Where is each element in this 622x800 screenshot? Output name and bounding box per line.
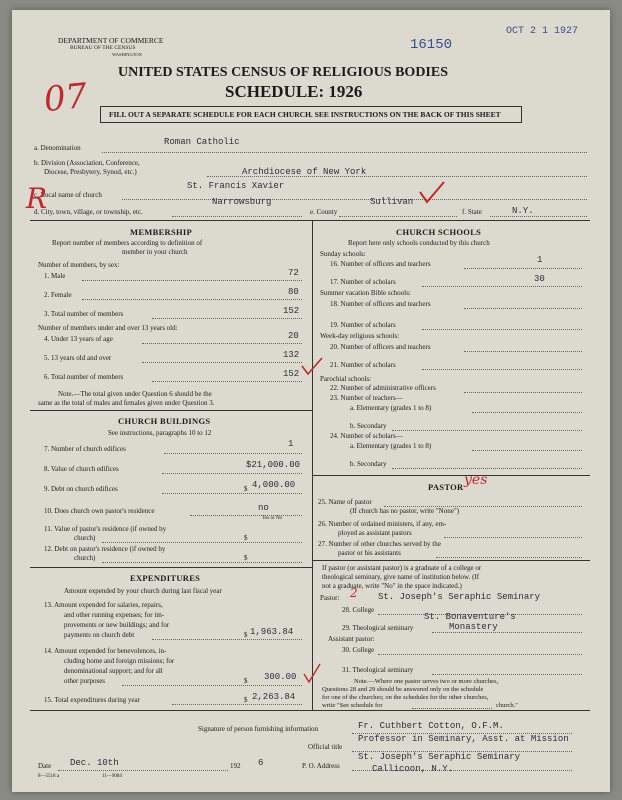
q14-label-1: 14. Amount expended for benevolences, in- <box>44 647 167 655</box>
schools-sub: Report here only schools conducted by this church <box>348 239 490 247</box>
q9-dollar: $ <box>244 485 248 493</box>
q28-value: St. Joseph's Seraphic Seminary <box>378 592 541 602</box>
q12-dollar: $ <box>244 554 248 562</box>
q6-label: 6. Total number of members <box>44 373 124 381</box>
q1-label: 1. Male <box>44 272 66 280</box>
q8-label: 8. Value of church edifices <box>44 465 119 473</box>
q24-label: 24. Number of scholars— <box>330 432 403 440</box>
q14-dollar: $ <box>244 677 248 685</box>
local-name-value: St. Francis Xavier <box>187 181 285 191</box>
q12-label-2: church) <box>74 554 96 562</box>
instruction-text: FILL OUT A SEPARATE SCHEDULE FOR EACH CHURCH. SEE INSTRUCTIONS ON THE BACK OF THIS SHEET <box>109 110 501 119</box>
q15-value: 2,263.84 <box>252 692 296 702</box>
denomination-label: a. Denomination <box>34 144 81 152</box>
q11-label-1: 11. Value of pastor's residence (if owned by <box>44 525 167 533</box>
q13-label-4: payments on church debt <box>64 631 135 639</box>
q28-label: 28. College <box>342 606 375 614</box>
pastor-note-3: for one of the churches; on the schedules for the other churches, <box>322 694 489 701</box>
division-label-2: Diocese, Presbytery, Synod, etc.) <box>44 168 137 176</box>
dept-label: DEPARTMENT OF COMMERCE <box>58 36 164 45</box>
schools-title: CHURCH SCHOOLS <box>396 227 482 237</box>
city-label: d. City, town, village, or township, etc. <box>34 208 143 216</box>
q24b-label: b. Secondary <box>350 460 387 468</box>
membership-title: MEMBERSHIP <box>130 227 193 237</box>
q23-label: 23. Number of teachers— <box>330 394 403 402</box>
yes-no-hint: Yes or No <box>262 516 283 521</box>
red-check-expend-icon <box>302 662 322 684</box>
po-address-label: P. O. Address <box>302 762 340 770</box>
county-value: Sullivan <box>370 197 414 207</box>
sunday-label: Sunday schools: <box>320 250 366 258</box>
q31-label: 31. Theological seminary <box>342 666 414 674</box>
q9-label: 9. Debt on church edifices <box>44 485 118 493</box>
state-label: f. State <box>462 208 482 216</box>
q13-label-1: 13. Amount expended for salaries, repairs, <box>44 601 163 609</box>
state-value: N.Y. <box>512 206 534 216</box>
bureau-label: BUREAU OF THE CENSUS <box>70 45 136 51</box>
q13-label-3: provements or new buildings; and for <box>64 621 170 629</box>
q3-value: 152 <box>283 306 300 316</box>
red-checkmark-icon <box>417 180 447 206</box>
q15-label: 15. Total expenditures during year <box>44 696 140 704</box>
po-address-value-1: St. Joseph's Seraphic Seminary <box>358 752 521 762</box>
q29-label: 29. Theological seminary <box>342 624 414 632</box>
red-pastor-mark: 2 <box>350 586 358 600</box>
expenditures-title: EXPENDITURES <box>130 573 201 583</box>
signature-label: Signature of person furnishing information <box>198 725 319 733</box>
form-number: 8—5518 a <box>38 774 59 779</box>
year-prefix: 192 <box>230 762 241 770</box>
red-r-mark: R <box>26 182 48 215</box>
q4-label: 4. Under 13 years of age <box>44 335 113 343</box>
q14-label-3: denominational support; and for all <box>64 667 163 675</box>
q23b-label: b. Secondary <box>350 422 387 430</box>
year-value: 6 <box>258 758 264 768</box>
q5-label: 5. 13 years old and over <box>44 354 112 362</box>
q27-label-1: 27. Number of other churches served by the <box>318 540 441 548</box>
official-title-value: Professor in Seminary, Asst. at Mission <box>358 734 569 744</box>
membership-note-1: Note.—The total given under Question 6 should be the <box>58 390 212 398</box>
q17-label: 17. Number of scholars <box>330 278 396 286</box>
q30-label: 30. College <box>342 646 375 654</box>
division-value: Archdiocese of New York <box>242 167 367 177</box>
q16-label: 16. Number of officers and teachers <box>330 260 431 268</box>
q22-label: 22. Number of administrative officers <box>330 384 436 392</box>
print-number: 11—9084 <box>102 774 122 779</box>
grad-note-3: not a graduate, write "No" in the space indicated.) <box>322 582 462 590</box>
q14-label-4: other purposes <box>64 677 106 685</box>
grad-note-2: theological seminary, give name of institution below. (If <box>322 573 480 581</box>
schedule-number-stamp: 16150 <box>410 37 453 53</box>
q26-label-1: 26. Number of ordained ministers, if any, em- <box>318 520 447 528</box>
q25-label: 25. Name of pastor <box>318 498 372 506</box>
q20-label: 20. Number of officers and teachers <box>330 343 431 351</box>
q27-label-2: pastor or his assistants <box>338 549 401 557</box>
q17-value: 30 <box>534 274 545 284</box>
q14-label-2: cluding home and foreign missions; for <box>64 657 175 665</box>
q6-value: 152 <box>283 369 300 379</box>
q5-value: 132 <box>283 350 300 360</box>
date-label: Date <box>38 762 52 770</box>
q23a-label: a. Elementary (grades 1 to 8) <box>350 404 432 412</box>
q7-label: 7. Number of church edifices <box>44 445 126 453</box>
q11-dollar: $ <box>244 534 248 542</box>
q2-value: 80 <box>288 287 299 297</box>
q8-value: $21,000.00 <box>246 460 301 470</box>
parochial-label: Parochial schools: <box>320 375 372 383</box>
summer-label: Summer vacation Bible schools: <box>320 289 411 297</box>
instruction-box <box>100 106 522 123</box>
expenditures-sub: Amount expended by your church during last fiscal year <box>64 587 222 595</box>
membership-intro-1: Report number of members according to definition of <box>52 239 203 247</box>
q25-hint: (If church has no pastor, write "None") <box>350 507 460 515</box>
q2-label: 2. Female <box>44 291 72 299</box>
membership-intro-2: member in your church <box>122 248 188 256</box>
membership-note-2: same as the total of males and females given under Question 3. <box>38 399 215 407</box>
pastor-note-2: Questions 28 and 29 should be answered only on the schedule <box>322 686 484 693</box>
form-title: UNITED STATES CENSUS OF RELIGIOUS BODIES <box>118 65 449 80</box>
q18-label: 18. Number of officers and teachers <box>330 300 431 308</box>
q13-value: 1,963.84 <box>250 627 294 637</box>
under-over-label: Number of members under and over 13 years old: <box>38 324 178 332</box>
date-value: Dec. 10th <box>70 758 119 768</box>
q11-label-2: church) <box>74 534 96 542</box>
by-sex-label: Number of members, by sex: <box>38 261 120 269</box>
official-title-label: Official title <box>308 743 343 751</box>
pastor-note-5: church." <box>496 702 518 709</box>
census-schedule-sheet <box>12 10 610 792</box>
q1-value: 72 <box>288 268 299 278</box>
buildings-title: CHURCH BUILDINGS <box>118 416 211 426</box>
grad-note-1: If pastor (or assistant pastor) is a graduate of a college or <box>322 564 482 572</box>
q3-label: 3. Total number of members <box>44 310 124 318</box>
q13-dollar: $ <box>244 631 248 639</box>
q4-value: 20 <box>288 331 299 341</box>
pastor-title: PASTOR <box>428 482 464 492</box>
q10-value: no <box>258 503 269 513</box>
pastor-subheading: Pastor: <box>320 594 340 602</box>
pastor-note-4: write "See schedule for <box>322 702 383 709</box>
q10-label: 10. Does church own pastor's residence <box>44 507 155 515</box>
pastor-note-1: Note.—Where one pastor serves two or more churches, <box>354 678 499 685</box>
q7-value: 1 <box>288 439 294 449</box>
q21-label: 21. Number of scholars <box>330 361 396 369</box>
local-name-label: c. Local name of church <box>34 191 102 199</box>
schedule-title: SCHEDULE: 1926 <box>225 82 363 101</box>
asst-pastor-subheading: Assistant pastor: <box>328 635 375 643</box>
q19-label: 19. Number of scholars <box>330 321 396 329</box>
county-label: e. County <box>310 208 338 216</box>
q15-dollar: $ <box>244 696 248 704</box>
weekday-label: Week-day religious schools: <box>320 332 400 340</box>
q24a-label: a. Elementary (grades 1 to 8) <box>350 442 432 450</box>
city-value: Narrowsburg <box>212 197 272 207</box>
q29-value-2: Monastery <box>449 622 498 632</box>
red-yes-note: yes <box>464 472 488 488</box>
red-handwritten-mark: 07 <box>42 75 90 121</box>
q9-value: 4,000.00 <box>252 480 296 490</box>
po-address-value-2: Callicoon, N.Y. <box>372 764 454 774</box>
q16-value: 1 <box>537 255 543 265</box>
q12-label-1: 12. Debt on pastor's residence (if owned by <box>44 545 166 553</box>
q29-value-1: St. Bonaventure's <box>424 612 516 622</box>
signature-value: Fr. Cuthbert Cotton, O.F.M. <box>358 721 504 731</box>
received-date-stamp: OCT 2 1 1927 <box>506 26 579 37</box>
denomination-value: Roman Catholic <box>164 137 240 147</box>
division-label-1: b. Division (Association, Conference, <box>34 159 140 167</box>
q26-label-2: ployed as assistant pastors <box>338 529 412 537</box>
city-label: WASHINGTON <box>112 52 142 57</box>
q14-value: 300.00 <box>264 672 297 682</box>
buildings-sub: See instructions, paragraphs 10 to 12 <box>108 429 212 437</box>
q13-label-2: and other running expenses; for im- <box>64 611 165 619</box>
